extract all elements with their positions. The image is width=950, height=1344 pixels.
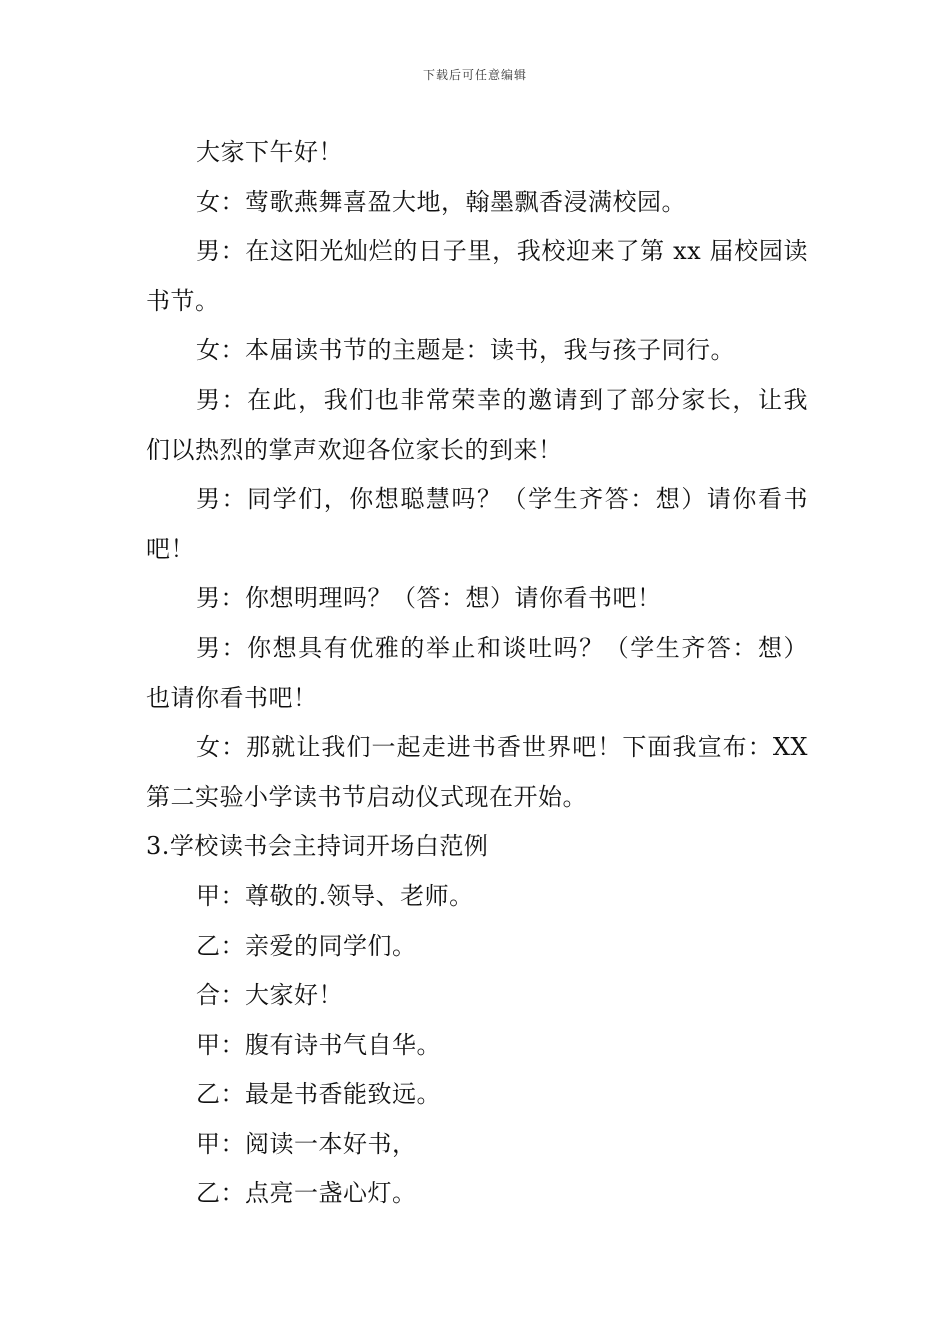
page-header-note: 下载后可任意编辑: [422, 68, 527, 82]
paragraph-male-line: 男：在这阳光灿烂的日子里，我校迎来了第 xx 届校园读书节。: [146, 237, 808, 315]
paragraph-yi-line: 乙：点亮一盏心灯。: [196, 1179, 417, 1208]
paragraph-jia-line: 甲：阅读一本好书，: [196, 1129, 417, 1158]
paragraph-together-line: 合：大家好！: [196, 981, 343, 1010]
paragraph-female-line: 女：本届读书节的主题是：读书，我与孩子同行。: [196, 336, 735, 365]
document-body: [146, 128, 808, 1219]
paragraph-male-line: 男：你想具有优雅的举止和谈吐吗？（学生齐答：想）也请你看书吧！: [146, 633, 808, 712]
paragraph-greeting: 大家下午好！: [196, 138, 343, 166]
paragraph-yi-line: 乙：最是书香能致远。: [196, 1080, 441, 1109]
paragraph-female-line: 女：那就让我们一起走进书香世界吧！下面我宣布：XX 第二实验小学读书节启动仪式现在开始。: [146, 733, 808, 811]
section-heading: 3.学校读书会主持词开场白范例: [146, 832, 489, 861]
paragraph-yi-line: 乙：亲爱的同学们。: [196, 931, 417, 960]
paragraph-jia-line: 甲：腹有诗书气自华。: [196, 1030, 441, 1059]
paragraph-male-line: 男：同学们，你想聪慧吗？（学生齐答：想）请你看书吧！: [146, 485, 808, 563]
paragraph-jia-line: 甲：尊敬的.领导、老师。: [196, 881, 474, 910]
paragraph-male-line: 男：在此，我们也非常荣幸的邀请到了部分家长，让我们以热烈的掌声欢迎各位家长的到来！: [146, 385, 808, 464]
paragraph-male-line: 男：你想明理吗？（答：想）请你看书吧！: [196, 584, 662, 613]
paragraph-female-line: 女：莺歌燕舞喜盈大地，翰墨飘香浸满校园。: [196, 187, 686, 216]
